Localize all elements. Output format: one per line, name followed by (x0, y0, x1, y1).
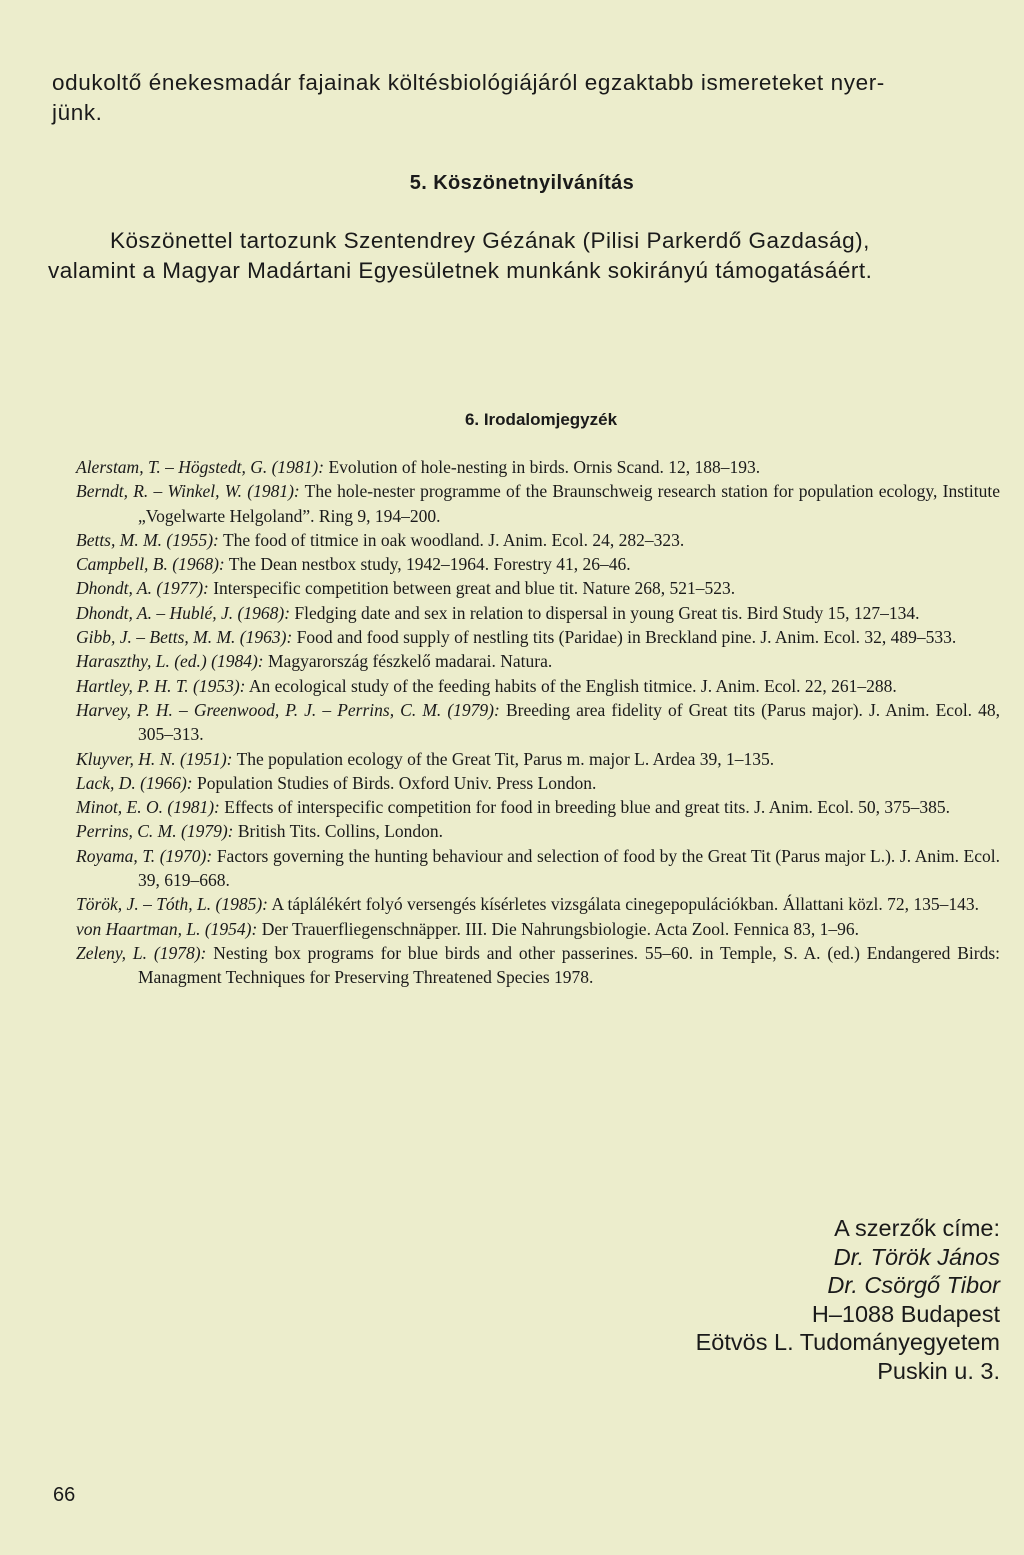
reference-text: British Tits. Collins, London. (237, 821, 444, 842)
acknowledgement-paragraph (48, 226, 1008, 286)
reference-item (76, 625, 1000, 649)
reference-authors: von Haartman, L. (1954): (76, 918, 258, 939)
reference-item (76, 674, 1000, 698)
address-street: Puskin u. 3. (877, 1357, 1000, 1384)
reference-item (76, 819, 1000, 843)
reference-authors: Gibb, J. – Betts, M. M. (1963): (76, 627, 293, 648)
reference-authors: Dhondt, A. (1977): (76, 578, 209, 599)
address-institution: Eötvös L. Tudományegyetem (695, 1329, 1000, 1356)
section-6-heading: 6. Irodalomjegyzék (464, 410, 618, 429)
reference-item (76, 795, 1000, 819)
intro-line-2: jünk. (52, 100, 103, 125)
reference-item (76, 771, 1000, 795)
reference-authors: Hartley, P. H. T. (1953): (76, 675, 246, 696)
reference-text: Der Trauerfliegenschnäpper. III. Die Nahrungsbiologie. Acta Zool. Fennica 83, 1–96. (261, 918, 859, 939)
reference-text: A táplálékért folyó versengés kísérletes vizsgálata cinegepopulációkban. Állattani közl. 72, 135–143. (271, 894, 979, 915)
reference-list (76, 455, 1000, 990)
reference-item (76, 698, 1000, 747)
reference-authors: Royama, T. (1970): (76, 845, 213, 866)
reference-item (76, 601, 1000, 625)
reference-authors: Minot, E. O. (1981): (76, 797, 220, 818)
author-address (680, 1214, 1000, 1386)
reference-authors: Lack, D. (1966): (76, 772, 193, 793)
reference-text: Factors governing the hunting behaviour and selection of food by the Great Tit (Parus major L.). J. Anim. Ecol. 39, 619–668. (138, 845, 1000, 891)
reference-authors: Dhondt, A. – Hublé, J. (1968): (76, 602, 291, 623)
reference-text: Fledging date and sex in relation to dispersal in young Great tis. Bird Study 15, 127–134. (294, 602, 920, 623)
author-name: Dr. Török János (833, 1243, 1000, 1270)
address-postal: H–1088 Budapest (811, 1300, 1000, 1327)
reference-text: Nesting box programs for blue birds and other passerines. 55–60. in Temple, S. A. (ed.) Endangered Birds: Managment Techniques for Preserving Threatened Species 1978. (138, 942, 1001, 988)
reference-item (76, 455, 1000, 479)
reference-authors: Haraszthy, L. (ed.) (1984): (76, 651, 264, 672)
intro-line-1: odukoltő énekesmadár fajainak költésbiológiájáról egzaktabb ismereteket nyer- (52, 70, 885, 95)
reference-item (76, 844, 1000, 893)
reference-authors: Alerstam, T. – Högstedt, G. (1981): (76, 457, 325, 477)
acknowledgement-line-2: valamint a Magyar Madártani Egyesületnek munkánk sokirányú támogatásáért. (48, 258, 873, 283)
reference-authors: Török, J. – Tóth, L. (1985): (76, 894, 269, 915)
reference-item (76, 552, 1000, 576)
reference-authors: Perrins, C. M. (1979): (76, 821, 234, 842)
reference-authors: Zeleny, L. (1978): (76, 942, 207, 963)
reference-text: The food of titmice in oak woodland. J. Anim. Ecol. 24, 282–323. (222, 529, 685, 550)
reference-authors: Campbell, B. (1968): (76, 554, 225, 575)
reference-text: Population Studies of Birds. Oxford Univ. Press London. (197, 772, 597, 793)
page-number: 66 (53, 1484, 76, 1506)
reference-text: Interspecific competition between great and blue tit. Nature 268, 521–523. (213, 578, 736, 599)
reference-item (76, 649, 1000, 673)
intro-paragraph (52, 68, 992, 128)
reference-text: Magyarország fészkelő madarai. Natura. (268, 651, 553, 672)
reference-item (76, 892, 1000, 916)
reference-item (76, 479, 1000, 528)
reference-text: The hole-nester programme of the Braunschweig research station for population ecology, Institute „Vogelwarte Helgoland”. Ring 9, 194–200. (138, 481, 1000, 526)
reference-text: Food and food supply of nestling tits (Paridae) in Breckland pine. J. Anim. Ecol. 32, 489–533. (296, 627, 957, 648)
reference-item (76, 576, 1000, 600)
author-name: Dr. Csörgő Tibor (827, 1272, 1000, 1299)
section-5-heading: 5. Köszönetnyilvánítás (409, 172, 635, 194)
reference-item (76, 917, 1000, 941)
reference-text: The population ecology of the Great Tit, Parus m. major L. Ardea 39, 1–135. (236, 748, 775, 769)
reference-text: An ecological study of the feeding habits of the English titmice. J. Anim. Ecol. 22, 261–288. (248, 675, 897, 696)
reference-item (76, 528, 1000, 552)
reference-text: Effects of interspecific competition for food in breeding blue and great tits. J. Anim. Ecol. 50, 375–385. (224, 797, 951, 818)
reference-authors: Berndt, R. – Winkel, W. (1981): (76, 481, 300, 502)
reference-text: Evolution of hole-nesting in birds. Ornis Scand. 12, 188–193. (328, 457, 761, 477)
reference-authors: Kluyver, H. N. (1951): (76, 748, 233, 769)
acknowledgement-line-1: Köszönettel tartozunk Szentendrey Gézának (Pilisi Parkerdő Gazdaság), (110, 228, 870, 253)
reference-text: Breeding area fidelity of Great tits (Parus major). J. Anim. Ecol. 48, 305–313. (138, 699, 1001, 745)
reference-item (76, 941, 1000, 990)
reference-text: The Dean nestbox study, 1942–1964. Forestry 41, 26–46. (228, 554, 631, 575)
reference-authors: Harvey, P. H. – Greenwood, P. J. – Perrins, C. M. (1979): (76, 699, 500, 720)
reference-authors: Betts, M. M. (1955): (76, 529, 219, 550)
address-heading: A szerzők címe: (834, 1215, 1000, 1241)
reference-item (76, 747, 1000, 771)
